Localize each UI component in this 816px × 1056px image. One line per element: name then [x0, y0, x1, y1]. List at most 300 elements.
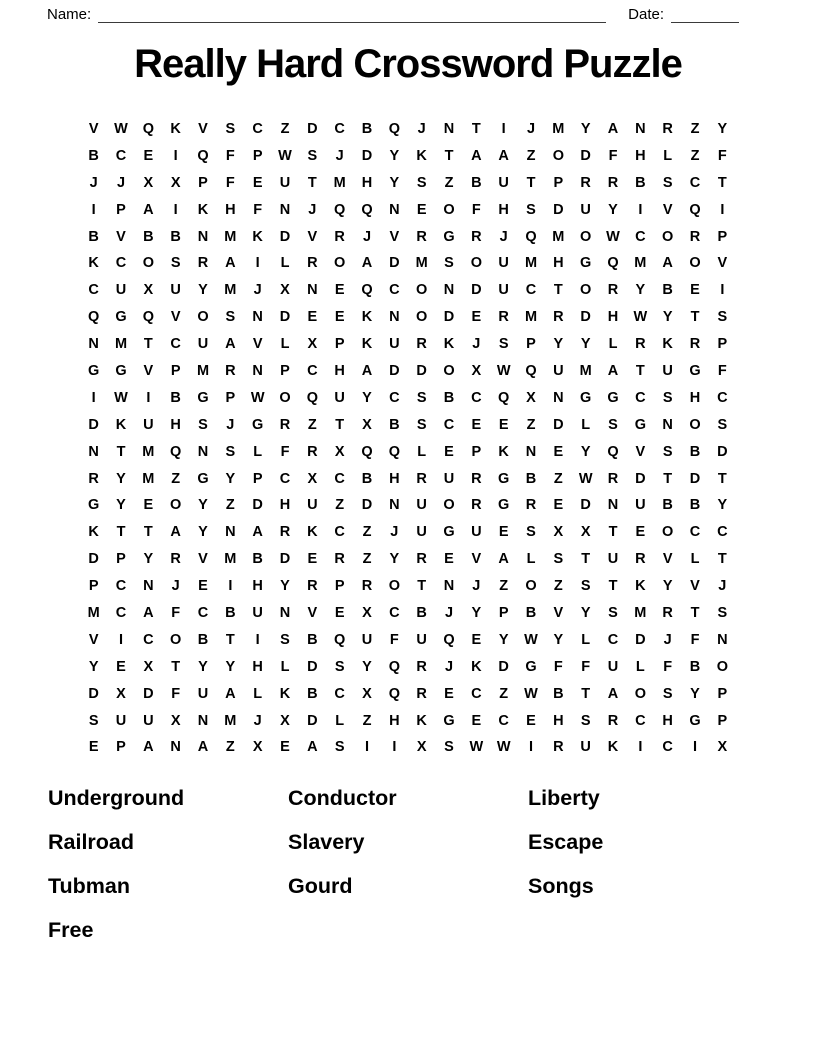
grid-letter: H — [389, 712, 400, 729]
grid-letter: U — [197, 336, 209, 353]
grid-letter: N — [662, 416, 673, 433]
grid-letter: Z — [225, 739, 235, 756]
grid-letter: Y — [280, 578, 290, 595]
grid-letter: Y — [690, 685, 700, 702]
grid-letter: V — [662, 201, 673, 218]
grid-letter: E — [416, 201, 427, 218]
grid-letter: B — [389, 416, 400, 433]
grid-letter: V — [170, 309, 181, 326]
name-label: Name: — [47, 6, 92, 23]
grid-letter: X — [362, 416, 372, 433]
grid-letter: Y — [580, 605, 591, 622]
grid-letter: R — [607, 470, 619, 487]
grid-letter: R — [689, 336, 701, 353]
grid-letter: T — [717, 174, 727, 191]
grid-letter: N — [389, 309, 400, 326]
grid-letter: F — [171, 685, 181, 702]
grid-letter: K — [498, 443, 509, 460]
grid-letter: K — [416, 147, 427, 164]
grid-letter: P — [170, 363, 181, 380]
grid-letter: J — [335, 147, 344, 164]
grid-letter: I — [638, 201, 643, 218]
grid-letter: Y — [580, 336, 591, 353]
grid-letter: P — [334, 578, 345, 595]
grid-letter: Y — [143, 551, 154, 568]
grid-letter: A — [225, 336, 236, 353]
grid-letter: A — [252, 524, 263, 541]
grid-letter: A — [225, 685, 236, 702]
grid-letter: D — [307, 712, 318, 729]
grid-letter: E — [444, 685, 454, 702]
grid-letter: M — [114, 336, 128, 353]
grid-letter: K — [471, 658, 482, 675]
grid-letter: K — [443, 336, 455, 353]
grid-letter: R — [471, 470, 482, 487]
word-list-column — [48, 776, 288, 952]
grid-letter: J — [526, 121, 536, 137]
grid-letter: D — [88, 551, 99, 568]
grid-letter: N — [443, 578, 455, 595]
grid-letter: E — [444, 551, 454, 568]
grid-letter: C — [635, 712, 646, 729]
grid-letter: U — [580, 739, 591, 756]
grid-letter: I — [501, 121, 506, 137]
grid-letter: V — [471, 551, 482, 568]
grid-letter: C — [389, 389, 400, 406]
grid-letter: P — [198, 174, 208, 191]
grid-letter: U — [553, 363, 564, 380]
grid-letter: W — [524, 685, 538, 702]
grid-letter: U — [471, 524, 482, 541]
grid-letter: K — [307, 524, 318, 541]
grid-letter: E — [471, 309, 482, 326]
grid-letter: U — [170, 282, 181, 299]
grid-letter: O — [580, 228, 592, 245]
grid-letter: H — [607, 309, 619, 326]
grid-letter: M — [524, 255, 538, 272]
grid-letter: R — [607, 282, 619, 299]
grid-letter: V — [662, 551, 673, 568]
grid-letter: G — [252, 416, 264, 433]
grid-letter: N — [635, 121, 646, 137]
grid-letter: P — [471, 443, 482, 460]
grid-letter: A — [225, 255, 236, 272]
grid-letter: R — [416, 470, 427, 487]
grid-letter: M — [224, 282, 237, 299]
grid-letter: T — [307, 174, 317, 191]
grid-letter: H — [689, 389, 701, 406]
grid-letter: S — [608, 416, 618, 433]
grid-letter: A — [471, 147, 482, 164]
grid-letter: K — [416, 712, 427, 729]
grid-letter: M — [579, 363, 592, 380]
grid-letter: W — [524, 631, 538, 648]
grid-letter: R — [662, 605, 673, 622]
grid-letter: S — [334, 658, 345, 675]
grid-letter: W — [578, 470, 593, 487]
grid-letter: S — [307, 147, 318, 164]
grid-letter: J — [499, 228, 508, 245]
grid-letter: I — [228, 578, 233, 595]
grid-letter: T — [417, 578, 427, 595]
grid-letter: S — [553, 551, 564, 568]
grid-letter: N — [252, 363, 263, 380]
grid-letter: O — [170, 497, 182, 514]
grid-letter: K — [88, 524, 99, 541]
grid-letter: K — [197, 201, 209, 218]
grid-letter: H — [553, 255, 564, 272]
grid-letter: N — [717, 631, 728, 648]
grid-letter: Y — [389, 551, 400, 568]
grid-letter: Y — [662, 309, 673, 326]
grid-letter: R — [498, 309, 509, 326]
grid-letter: Y — [362, 389, 372, 406]
grid-letter: W — [114, 389, 128, 406]
grid-letter: G — [498, 497, 510, 514]
grid-letter: N — [197, 443, 209, 460]
grid-letter: D — [471, 282, 482, 299]
grid-letter: X — [170, 712, 181, 729]
grid-letter: B — [525, 470, 537, 487]
grid-letter: A — [498, 551, 509, 568]
grid-letter: Y — [88, 658, 99, 675]
grid-letter: F — [471, 201, 481, 218]
grid-letter: F — [690, 631, 700, 648]
grid-letter: R — [361, 578, 373, 595]
grid-letter: C — [689, 174, 701, 191]
grid-letter: S — [416, 416, 427, 433]
grid-letter: S — [225, 443, 236, 460]
grid-letter: D — [553, 416, 564, 433]
grid-letter: W — [606, 228, 620, 245]
grid-letter: J — [171, 578, 180, 595]
grid-letter: N — [443, 282, 455, 299]
grid-letter: X — [334, 443, 345, 460]
grid-letter: D — [307, 121, 318, 137]
grid-letter: Y — [635, 282, 646, 299]
grid-letter: S — [225, 121, 236, 137]
grid-letter: E — [88, 739, 99, 756]
grid-letter: Y — [580, 121, 591, 137]
grid-letter: X — [143, 282, 154, 299]
grid-letter: E — [334, 309, 345, 326]
grid-letter: R — [334, 551, 345, 568]
word-list-item: Tubman — [48, 874, 131, 898]
grid-letter: Z — [526, 416, 536, 433]
grid-letter: L — [253, 443, 263, 460]
grid-letter: U — [279, 174, 291, 191]
grid-letter: N — [389, 201, 400, 218]
grid-letter: M — [224, 712, 237, 729]
grid-letter: C — [662, 739, 673, 756]
grid-letter: G — [689, 712, 701, 729]
grid-letter: C — [143, 631, 154, 648]
grid-letter: R — [553, 309, 564, 326]
grid-letter: P — [526, 336, 536, 353]
grid-letter: E — [690, 282, 700, 299]
grid-letter: G — [498, 470, 510, 487]
grid-letter: R — [416, 685, 427, 702]
grid-letter: O — [416, 309, 428, 326]
grid-letter: U — [361, 631, 373, 648]
grid-letter: G — [580, 389, 592, 406]
grid-letter: J — [663, 631, 672, 648]
grid-letter: N — [279, 201, 291, 218]
grid-letter: P — [717, 228, 728, 245]
grid-letter: N — [88, 443, 99, 460]
grid-letter: T — [171, 658, 181, 675]
grid-letter: L — [663, 147, 673, 164]
grid-letter: U — [143, 416, 154, 433]
grid-letter: Y — [198, 658, 208, 675]
grid-letter: E — [498, 416, 509, 433]
grid-letter: D — [580, 309, 591, 326]
grid-letter: Y — [116, 497, 126, 514]
grid-letter: C — [607, 631, 619, 648]
grid-letter: Y — [198, 497, 208, 514]
grid-letter: U — [498, 174, 509, 191]
grid-letter: N — [389, 497, 400, 514]
grid-letter: L — [280, 255, 290, 272]
grid-letter: O — [662, 228, 674, 245]
grid-letter: W — [278, 147, 292, 164]
grid-letter: Q — [498, 389, 510, 406]
grid-letter: Q — [361, 443, 373, 460]
grid-letter: G — [88, 363, 100, 380]
grid-letter: I — [692, 739, 697, 756]
grid-letter: C — [635, 389, 646, 406]
grid-letter: I — [638, 739, 643, 756]
grid-letter: T — [444, 147, 454, 164]
grid-letter: B — [525, 605, 537, 622]
grid-letter: G — [634, 416, 646, 433]
grid-letter: L — [526, 551, 536, 568]
grid-letter: I — [91, 201, 96, 218]
grid-letter: G — [197, 389, 209, 406]
grid-letter: D — [279, 551, 291, 568]
grid-letter: V — [307, 605, 318, 622]
grid-letter: Z — [553, 470, 563, 487]
grid-letter: S — [334, 739, 345, 756]
grid-letter: Z — [444, 174, 454, 191]
grid-letter: M — [634, 255, 647, 272]
grid-letter: Q — [388, 685, 400, 702]
grid-letter: Z — [499, 578, 509, 595]
grid-letter: Q — [607, 255, 619, 272]
grid-letter: O — [716, 658, 728, 675]
grid-letter: D — [416, 363, 427, 380]
grid-letter: K — [170, 121, 181, 137]
grid-letter: A — [361, 255, 373, 272]
grid-letter: D — [389, 363, 400, 380]
grid-letter: U — [416, 631, 427, 648]
grid-letter: B — [170, 389, 181, 406]
grid-letter: T — [635, 363, 645, 380]
grid-letter: C — [307, 363, 318, 380]
grid-letter: B — [553, 685, 564, 702]
grid-letter: V — [143, 363, 154, 380]
grid-letter: K — [361, 309, 373, 326]
grid-letter: T — [581, 551, 591, 568]
grid-letter: G — [443, 228, 455, 245]
grid-letter: C — [389, 282, 400, 299]
grid-letter: M — [196, 363, 210, 380]
grid-letter: E — [116, 658, 126, 675]
grid-letter: N — [525, 443, 537, 460]
grid-letter: L — [280, 336, 290, 353]
grid-letter: K — [279, 685, 291, 702]
grid-letter: O — [634, 685, 646, 702]
grid-letter: R — [553, 739, 564, 756]
grid-letter: C — [88, 282, 99, 299]
grid-letter: H — [279, 497, 291, 514]
grid-letter: Z — [362, 524, 372, 541]
grid-letter: U — [607, 658, 619, 675]
grid-letter: E — [143, 497, 154, 514]
grid-letter: A — [170, 524, 181, 541]
grid-letter: F — [608, 147, 618, 164]
grid-letter: Y — [580, 443, 591, 460]
grid-letter: I — [720, 201, 725, 218]
grid-letter: S — [662, 389, 673, 406]
grid-letter: D — [307, 658, 318, 675]
grid-letter: H — [252, 578, 263, 595]
grid-letter: N — [197, 228, 209, 245]
grid-letter: U — [143, 712, 154, 729]
grid-letter: Z — [362, 551, 372, 568]
grid-letter: U — [416, 524, 427, 541]
grid-letter: S — [662, 443, 673, 460]
grid-letter: C — [689, 524, 701, 541]
grid-letter: O — [525, 578, 537, 595]
grid-letter: A — [607, 363, 619, 380]
grid-letter: R — [416, 228, 427, 245]
grid-letter: F — [717, 363, 727, 380]
sheet-header — [47, 5, 739, 25]
grid-letter: R — [525, 497, 537, 514]
grid-letter: M — [224, 551, 237, 568]
grid-letter: O — [142, 255, 154, 272]
grid-letter: P — [717, 685, 728, 702]
grid-letter: C — [635, 228, 646, 245]
grid-letter: S — [608, 605, 618, 622]
grid-letter: E — [498, 524, 509, 541]
grid-letter: Y — [198, 282, 208, 299]
grid-letter: S — [526, 201, 536, 218]
grid-letter: D — [635, 631, 646, 648]
grid-letter: C — [197, 605, 209, 622]
grid-letter: C — [115, 578, 127, 595]
grid-letter: D — [88, 685, 99, 702]
grid-letter: T — [116, 443, 126, 460]
grid-letter: R — [635, 336, 646, 353]
grid-letter: J — [390, 524, 399, 541]
grid-letter: R — [607, 712, 619, 729]
grid-letter: E — [143, 147, 154, 164]
grid-letter: X — [280, 282, 290, 299]
grid-letter: W — [250, 389, 265, 406]
grid-letter: R — [580, 174, 591, 191]
grid-letter: Q — [689, 201, 701, 218]
grid-letter: C — [334, 470, 345, 487]
grid-letter: P — [334, 336, 345, 353]
grid-letter: H — [252, 658, 263, 675]
grid-letter: H — [334, 363, 345, 380]
grid-letter: E — [526, 712, 536, 729]
grid-letter: L — [417, 443, 427, 460]
grid-letter: U — [389, 336, 400, 353]
grid-letter: U — [334, 389, 345, 406]
grid-letter: A — [197, 739, 209, 756]
grid-letter: S — [444, 739, 454, 756]
grid-letter: K — [361, 336, 373, 353]
grid-letter: T — [608, 524, 618, 541]
grid-letter: P — [252, 470, 263, 487]
grid-letter: A — [498, 147, 509, 164]
grid-letter: Q — [388, 121, 400, 137]
grid-letter: U — [662, 363, 673, 380]
grid-letter: X — [116, 685, 126, 702]
grid-letter: E — [553, 497, 564, 514]
grid-letter: V — [553, 605, 564, 622]
grid-letter: E — [334, 605, 345, 622]
grid-letter: N — [143, 578, 154, 595]
grid-letter: D — [580, 147, 591, 164]
grid-letter: N — [279, 605, 291, 622]
grid-letter: H — [225, 201, 236, 218]
grid-letter: G — [115, 309, 127, 326]
grid-letter: C — [334, 524, 345, 541]
grid-letter: J — [718, 578, 727, 595]
grid-letter: B — [88, 228, 99, 245]
grid-letter: J — [308, 201, 317, 218]
grid-letter: V — [198, 121, 208, 137]
grid-letter: F — [225, 174, 235, 191]
grid-letter: E — [334, 282, 345, 299]
grid-letter: S — [580, 712, 591, 729]
grid-letter: M — [552, 228, 565, 245]
grid-letter: K — [115, 416, 127, 433]
grid-letter: D — [389, 255, 400, 272]
grid-letter: A — [662, 255, 673, 272]
grid-letter: F — [389, 631, 399, 648]
grid-letter: B — [143, 228, 154, 245]
grid-letter: C — [498, 712, 509, 729]
grid-letter: Y — [553, 336, 564, 353]
grid-letter: I — [173, 147, 178, 164]
grid-letter: C — [717, 389, 728, 406]
grid-letter: R — [607, 174, 619, 191]
grid-letter: R — [307, 255, 318, 272]
grid-letter: R — [170, 551, 181, 568]
grid-letter: A — [143, 739, 154, 756]
grid-letter: Y — [116, 470, 126, 487]
grid-letter: A — [607, 685, 619, 702]
grid-letter: X — [416, 739, 427, 756]
grid-letter: E — [280, 739, 290, 756]
grid-letter: R — [471, 228, 482, 245]
grid-letter: T — [717, 470, 727, 487]
grid-letter: C — [279, 470, 291, 487]
grid-letter: Q — [388, 658, 400, 675]
grid-letter: G — [88, 497, 100, 514]
grid-letter: C — [115, 147, 127, 164]
grid-letter: T — [225, 631, 235, 648]
grid-letter: T — [143, 524, 153, 541]
grid-letter: M — [224, 228, 237, 245]
grid-letter: N — [197, 712, 209, 729]
grid-letter: R — [88, 470, 99, 487]
